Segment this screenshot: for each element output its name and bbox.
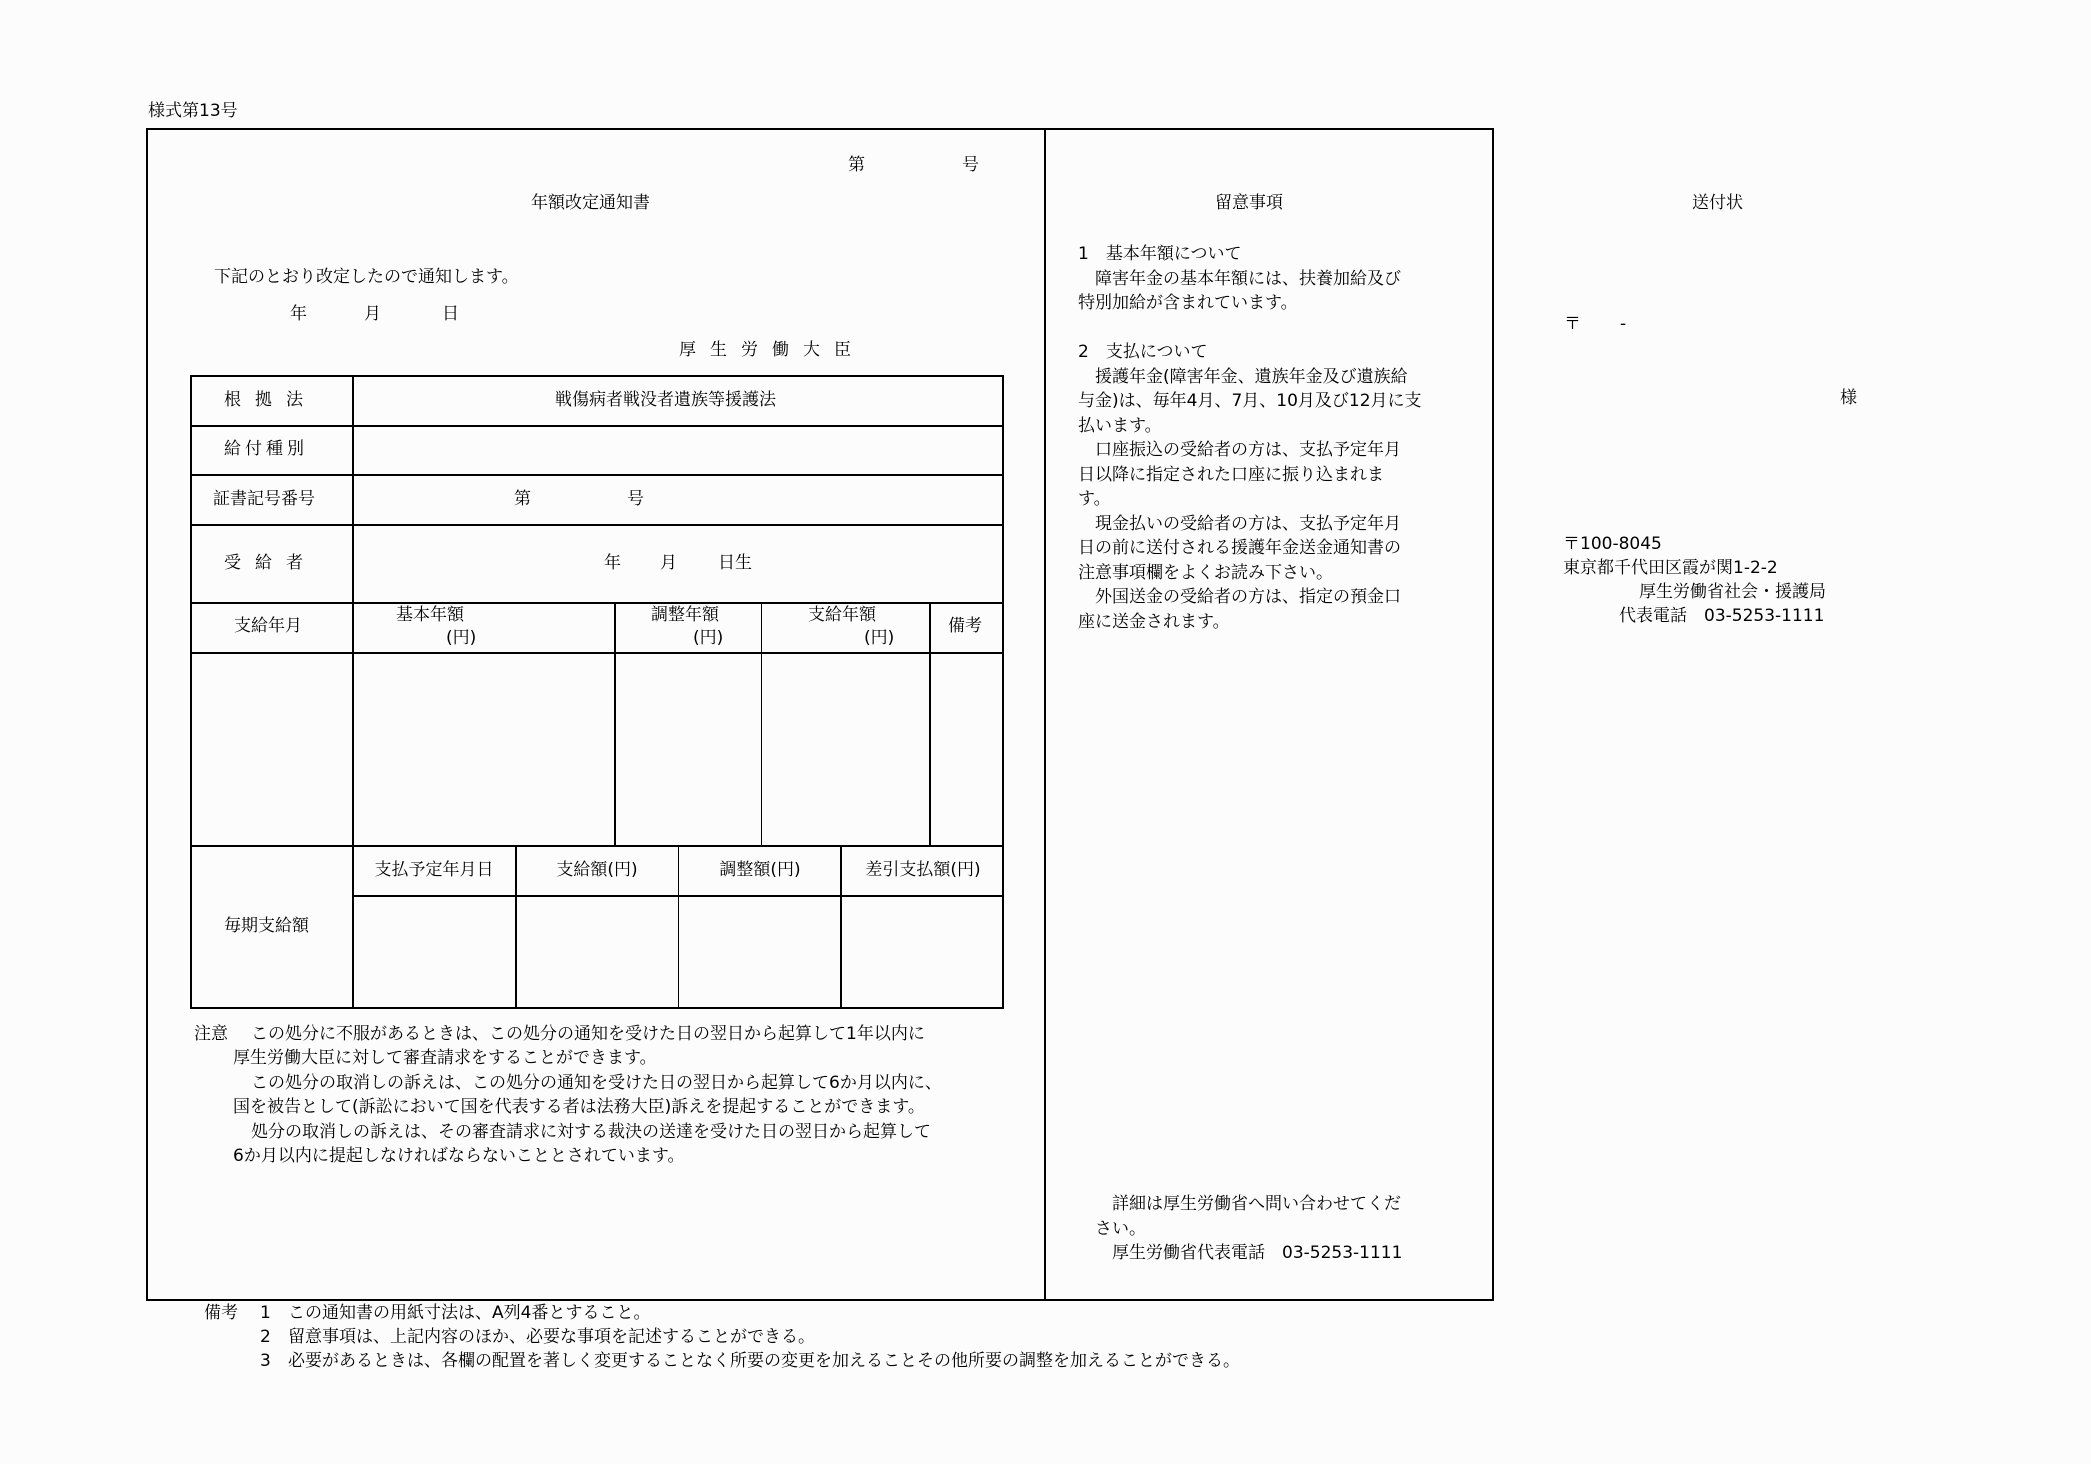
honorific: 様 [1840, 388, 1857, 408]
note-line: 与金)は、毎年4月、7月、10月及び12月に支 [1078, 391, 1422, 411]
note-line: 口座振込の受給者の方は、支払予定年月 [1078, 440, 1401, 460]
remark-num: 2 [260, 1327, 271, 1347]
notice-intro: 下記のとおり改定したので通知します。 [214, 267, 519, 287]
inquiry-line: 詳細は厚生労働省へ問い合わせてくだ [1095, 1194, 1401, 1214]
benefit-type-label: 給付種別 [224, 439, 308, 459]
periodic-label: 毎期支給額 [224, 916, 309, 936]
periodic-header-amount: 支給額(円) [556, 860, 638, 880]
date-year: 年 [290, 304, 307, 324]
date-day: 日 [442, 304, 459, 324]
issuer: 厚生労働大臣 [679, 340, 865, 360]
postal-mark: 〒 [1564, 314, 1581, 334]
header-remarks: 備考 [948, 616, 982, 636]
periodic-header-adjust: 調整額(円) [719, 860, 801, 880]
note-line: 1 基本年額について [1078, 244, 1242, 264]
remark-num: 3 [260, 1351, 271, 1371]
legal-basis-value: 戦傷病者戦没者遺族等援護法 [555, 390, 776, 410]
caution-line: この処分に不服があるときは、この処分の通知を受けた日の翌日から起算して1年以内に [251, 1024, 925, 1044]
notice-number-go: 号 [962, 155, 979, 175]
form-number: 様式第13号 [148, 101, 238, 121]
notes-title: 留意事項 [1215, 193, 1283, 213]
sender-address: 東京都千代田区霞が関1-2-2 [1563, 558, 1778, 578]
header-payment-month: 支給年月 [234, 616, 302, 636]
certificate-go: 号 [627, 489, 644, 509]
recipient-year: 年 [604, 553, 621, 573]
caution-line: 厚生労働大臣に対して審査請求をすることができます。 [233, 1048, 657, 1068]
inquiry-block [1095, 1192, 1402, 1266]
remark-text: 必要があるときは、各欄の配置を著しく変更することなく所要の変更を加えることその他所要の調整を加えることができる。 [288, 1351, 1240, 1371]
note-line: す。 [1078, 489, 1111, 509]
section-divider [1044, 128, 1046, 1301]
inquiry-line: さい。 [1095, 1218, 1146, 1239]
sender-org: 厚生労働省社会・援護局 [1639, 582, 1826, 602]
header-adjust-annual: 調整年額 [651, 605, 719, 625]
date-month: 月 [364, 304, 381, 324]
note-line: 現金払いの受給者の方は、支払予定年月 [1078, 513, 1401, 534]
cover-title: 送付状 [1692, 193, 1743, 213]
header-basic-annual: 基本年額 [396, 605, 464, 625]
note-line: 外国送金の受給者の方は、指定の預金口 [1078, 587, 1401, 607]
remark-num: 1 [260, 1303, 271, 1323]
remarks-label: 備考 [204, 1303, 238, 1323]
notice-title: 年額改定通知書 [531, 193, 650, 213]
recipient-label: 受給者 [224, 553, 317, 573]
note-line: 座に送金されます。 [1078, 611, 1230, 632]
legal-basis-label: 根拠法 [224, 390, 317, 410]
notes-body [1078, 242, 1422, 634]
note-line: 日以降に指定された口座に振り込まれま [1078, 464, 1384, 485]
caution-line: この処分の取消しの訴えは、この処分の通知を受けた日の翌日から起算して6か月以内に、 [251, 1073, 942, 1093]
note-line [1078, 316, 1422, 341]
note-line: 障害年金の基本年額には、扶養加給及び [1078, 268, 1401, 289]
caution-line: 処分の取消しの訴えは、その審査請求に対する裁決の送達を受けた日の翌日から起算して [251, 1122, 931, 1142]
caution-label: 注意 [194, 1024, 228, 1044]
periodic-header-net: 差引支払額(円) [865, 860, 981, 880]
note-line: 2 支払について [1078, 342, 1208, 362]
sender-phone: 代表電話 03-5253-1111 [1619, 606, 1825, 626]
note-line: 援護年金(障害年金、遺族年金及び遺族給 [1078, 366, 1408, 387]
header-adjust-unit: (円) [693, 628, 724, 648]
sender-postal: 〒100-8045 [1563, 534, 1662, 554]
recipient-month: 月 [660, 553, 677, 573]
note-line: 特別加給が含まれています。 [1078, 293, 1298, 313]
note-line: 払います。 [1078, 415, 1162, 436]
certificate-dai: 第 [514, 489, 531, 509]
header-payment-annual: 支給年額 [808, 605, 876, 625]
caution-line: 国を被告として(訴訟において国を代表する者は法務大臣)訴えを提起することができます。 [233, 1097, 925, 1117]
header-payment-unit: (円) [864, 628, 895, 648]
header-basic-unit: (円) [446, 628, 477, 648]
periodic-header-date: 支払予定年月日 [374, 860, 494, 880]
postal-dash: - [1620, 314, 1627, 334]
inquiry-phone: 厚生労働省代表電話 03-5253-1111 [1095, 1243, 1403, 1263]
note-line: 日の前に送付される援護年金送金通知書の [1078, 538, 1401, 558]
certificate-label: 証書記号番号 [213, 489, 315, 509]
remark-text: この通知書の用紙寸法は、A列4番とすること。 [288, 1303, 651, 1323]
note-line: 注意事項欄をよくお読み下さい。 [1078, 562, 1333, 583]
remark-text: 留意事項は、上記内容のほか、必要な事項を記述することができる。 [288, 1327, 815, 1347]
caution-line: 6か月以内に提起しなければならないこととされています。 [233, 1146, 685, 1166]
notice-number-dai: 第 [848, 155, 865, 175]
recipient-birth: 日生 [718, 553, 752, 573]
